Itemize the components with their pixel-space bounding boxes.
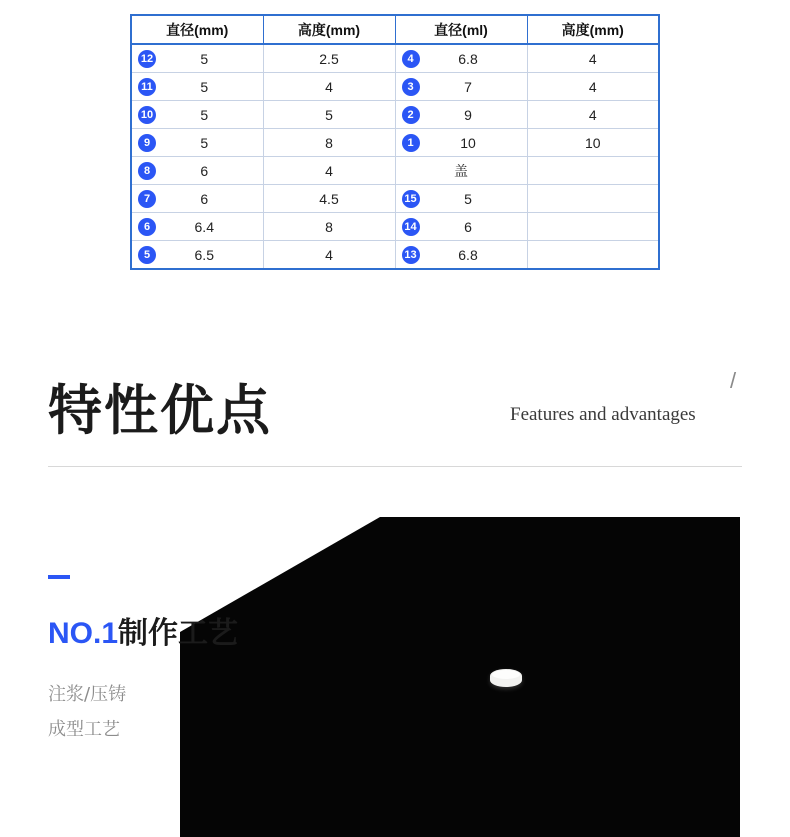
row-badge-icon: 6 — [138, 218, 156, 236]
cell-diameter-1 — [131, 73, 263, 101]
row-badge-icon: 9 — [138, 134, 156, 152]
spec-table-container — [130, 14, 660, 270]
cell-value: 9 — [464, 106, 472, 123]
table-row — [131, 44, 659, 73]
cell-value: 7 — [464, 78, 472, 95]
cell-value: 5 — [200, 50, 209, 67]
row-badge-icon: 1 — [402, 134, 420, 152]
divider — [48, 466, 742, 467]
cell-value: 6.4 — [194, 218, 214, 235]
row-badge-icon: 15 — [402, 190, 420, 208]
cell-value: 5 — [464, 190, 472, 207]
product-photo — [180, 517, 740, 837]
row-badge-icon: 11 — [138, 78, 156, 96]
cell-diameter-ml — [395, 129, 527, 157]
row-badge-icon: 10 — [138, 106, 156, 124]
table-row — [131, 241, 659, 270]
cell-value: 6.5 — [194, 246, 214, 263]
spec-table — [130, 14, 660, 270]
cell-value: 6 — [464, 218, 472, 235]
table-header-row — [131, 15, 659, 44]
cell-height-2: 4 — [527, 44, 659, 73]
cell-value: 6 — [200, 162, 209, 179]
feature-title: 制作工艺 — [118, 616, 239, 651]
table-row — [131, 129, 659, 157]
cell-value: 6 — [200, 190, 209, 207]
cell-height-1: 4 — [263, 241, 395, 270]
table-row — [131, 185, 659, 213]
row-badge-icon: 13 — [402, 246, 420, 264]
cell-diameter-ml — [395, 241, 527, 270]
cell-height-1: 4 — [263, 157, 395, 185]
cell-diameter-ml — [395, 213, 527, 241]
row-badge-icon: 2 — [402, 106, 420, 124]
cell-diameter-1 — [131, 213, 263, 241]
cell-diameter-1 — [131, 101, 263, 129]
page-title: 特性优点 — [48, 379, 272, 442]
cell-height-1: 8 — [263, 129, 395, 157]
cell-height-2: 4 — [527, 73, 659, 101]
cell-diameter-ml — [395, 44, 527, 73]
cell-value: 6.8 — [458, 50, 478, 67]
cell-height-1: 4 — [263, 73, 395, 101]
cell-diameter-ml — [395, 185, 527, 213]
cell-diameter-1 — [131, 185, 263, 213]
feature-heading — [48, 608, 238, 652]
row-badge-icon: 8 — [138, 162, 156, 180]
accent-dash — [48, 575, 70, 579]
cell-height-1: 8 — [263, 213, 395, 241]
cell-value: 5 — [200, 78, 209, 95]
row-badge-icon: 5 — [138, 246, 156, 264]
cell-height-1: 5 — [263, 101, 395, 129]
table-row — [131, 73, 659, 101]
spec-table-body — [131, 44, 659, 269]
cell-height-1: 4.5 — [263, 185, 395, 213]
column-header-height-mm-1: 高度(mm) — [263, 15, 395, 44]
row-badge-icon: 14 — [402, 218, 420, 236]
cell-diameter-ml — [395, 73, 527, 101]
spec-table-header — [131, 15, 659, 44]
column-header-diameter-mm-1: 直径(mm) — [131, 15, 263, 44]
row-badge-icon: 4 — [402, 50, 420, 68]
table-row — [131, 157, 659, 185]
cell-diameter-ml — [395, 101, 527, 129]
page-subtitle: Features and advantages — [510, 404, 696, 425]
feature-number-label: NO.1 — [48, 617, 119, 650]
column-header-height-mm-2: 高度(mm) — [527, 15, 659, 44]
column-header-diameter-ml: 直径(ml) — [395, 15, 527, 44]
cell-height-2 — [527, 157, 659, 185]
cell-diameter-1 — [131, 241, 263, 270]
row-badge-icon: 7 — [138, 190, 156, 208]
cell-lid-label: 盖 — [395, 157, 527, 185]
cell-height-1: 2.5 — [263, 44, 395, 73]
cell-height-2 — [527, 213, 659, 241]
cell-height-2: 4 — [527, 101, 659, 129]
cell-value: 5 — [200, 134, 209, 151]
cell-value: 6.8 — [458, 246, 478, 263]
row-badge-icon: 12 — [138, 50, 156, 68]
table-row — [131, 101, 659, 129]
cell-value: 5 — [200, 106, 209, 123]
cell-value: 10 — [460, 134, 476, 151]
cell-diameter-1 — [131, 157, 263, 185]
slash-decoration: / — [730, 368, 737, 393]
table-row — [131, 213, 659, 241]
cell-height-2 — [527, 241, 659, 270]
cell-height-2: 10 — [527, 129, 659, 157]
cell-diameter-1 — [131, 44, 263, 73]
feature-description-line-1: 注浆/压铸 — [48, 684, 127, 705]
cell-height-2 — [527, 185, 659, 213]
feature-description-line-2: 成型工艺 — [48, 719, 120, 740]
cell-diameter-1 — [131, 129, 263, 157]
ceramic-lid-object — [490, 669, 522, 687]
row-badge-icon: 3 — [402, 78, 420, 96]
